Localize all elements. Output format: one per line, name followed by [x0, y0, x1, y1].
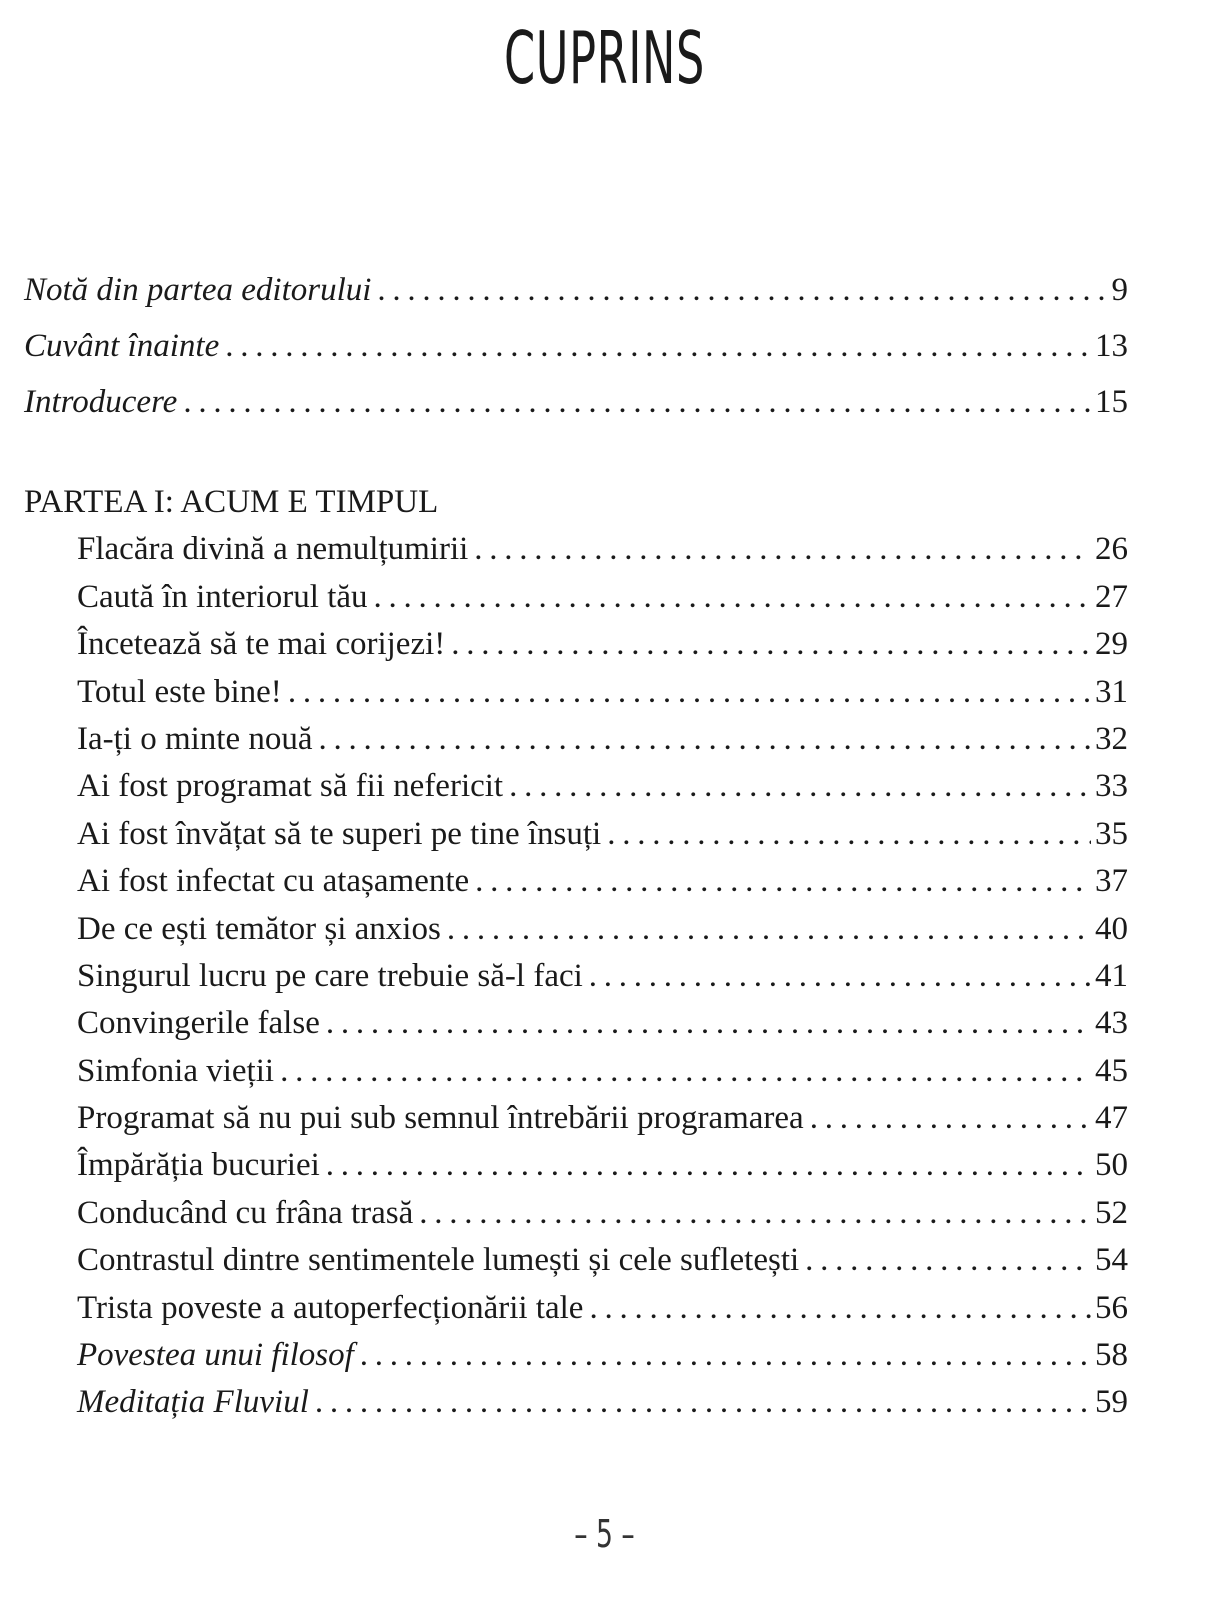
toc-entry-title: Cuvânt înainte: [24, 328, 220, 364]
toc-entry-page: 29: [1095, 626, 1128, 663]
dot-leader: [225, 318, 1091, 374]
toc-entry-title: Ai fost programat să fii nefericit: [77, 768, 504, 805]
toc-entry-page: 37: [1095, 863, 1128, 900]
toc-entry-title: De ce ești temător și anxios: [77, 910, 441, 947]
toc-entry-page: 15: [1095, 384, 1128, 420]
toc-entry-page: 45: [1095, 1052, 1128, 1089]
toc-entry-title: Programat să nu pui sub semnul întrebării programarea: [77, 1100, 804, 1137]
dot-leader: [451, 621, 1091, 668]
dot-leader: [607, 811, 1091, 858]
toc-entry-page: 50: [1095, 1147, 1128, 1184]
dot-leader: [315, 1379, 1091, 1426]
dot-leader: [377, 262, 1107, 318]
dot-leader: [474, 526, 1091, 573]
toc-entry-page: 35: [1095, 815, 1128, 852]
toc-entry: [24, 1190, 1128, 1237]
toc-entry-page: 56: [1095, 1289, 1128, 1326]
toc-entry: [24, 906, 1128, 953]
toc-entry-title: Introducere: [24, 384, 178, 420]
part-heading: PARTEA I: ACUM E TIMPUL: [24, 484, 439, 520]
toc-entry-title: Singurul lucru pe care trebuie să-l faci: [77, 957, 583, 994]
toc-entry-title: Notă din partea editorului: [24, 272, 372, 308]
dot-leader: [447, 906, 1091, 953]
toc-entry: [24, 716, 1128, 763]
toc-entry: [24, 1095, 1128, 1142]
dot-leader: [419, 1190, 1091, 1237]
dot-leader: [509, 763, 1091, 810]
toc-entry: [24, 858, 1128, 905]
front-matter-list: [24, 262, 1128, 430]
table-of-contents: [24, 262, 1128, 1427]
toc-entry-title: Simfonia vieții: [77, 1052, 275, 1089]
toc-entry-page: 52: [1095, 1194, 1128, 1231]
toc-entry-title: Totul este bine!: [77, 673, 282, 710]
toc-entry: [24, 1237, 1128, 1284]
toc-entry: [24, 811, 1128, 858]
toc-entry-title: Ia-ți o minte nouă: [77, 720, 313, 757]
dot-leader: [319, 716, 1091, 763]
toc-entry-page: 58: [1095, 1337, 1128, 1374]
toc-entry-page: 59: [1095, 1384, 1128, 1421]
toc-entry: [24, 953, 1128, 1000]
toc-entry-page: 27: [1095, 578, 1128, 615]
toc-entry-page: 9: [1111, 272, 1128, 308]
toc-entry-title: Caută în interiorul tău: [77, 578, 368, 615]
toc-entry-title: Flacăra divină a nemulțumirii: [77, 531, 469, 568]
toc-entry: [24, 669, 1128, 716]
toc-entry: [24, 318, 1128, 374]
dot-leader: [810, 1095, 1091, 1142]
toc-entry: [24, 1000, 1128, 1047]
toc-entry-page: 31: [1095, 673, 1128, 710]
toc-entry: [24, 574, 1128, 621]
dot-leader: [183, 374, 1091, 430]
toc-entry-title: Încetează să te mai corijezi!: [77, 626, 446, 663]
toc-entry-title: Ai fost învățat să te superi pe tine însuți: [77, 815, 602, 852]
dot-leader: [360, 1332, 1091, 1379]
toc-entry: [24, 526, 1128, 573]
toc-entry-page: 41: [1095, 957, 1128, 994]
toc-entry-title: Trista poveste a autoperfecționării tale: [77, 1289, 584, 1326]
dot-leader: [326, 1142, 1091, 1189]
dot-leader: [475, 858, 1091, 905]
toc-entry-page: 26: [1095, 531, 1128, 568]
toc-entry: [24, 1142, 1128, 1189]
toc-entry: [24, 1048, 1128, 1095]
toc-entry: [24, 1332, 1128, 1379]
toc-entry-page: 32: [1095, 720, 1128, 757]
dot-leader: [805, 1237, 1091, 1284]
toc-entry: [24, 1285, 1128, 1332]
toc-entry-title: Povestea unui filosof: [77, 1337, 354, 1374]
toc-entry: [24, 374, 1128, 430]
page-title: CUPRINS: [503, 16, 706, 100]
dot-leader: [589, 953, 1091, 1000]
page-number: – 5 –: [574, 1512, 635, 1556]
toc-entry-page: 43: [1095, 1005, 1128, 1042]
dot-leader: [288, 669, 1091, 716]
toc-entry-title: Conducând cu frâna trasă: [77, 1194, 414, 1231]
toc-entry-title: Meditația Fluviul: [77, 1384, 309, 1421]
toc-entry-title: Împărăția bucuriei: [77, 1147, 320, 1184]
toc-entry-page: 40: [1095, 910, 1128, 947]
toc-entry: [24, 262, 1128, 318]
toc-entry-title: Contrastul dintre sentimentele lumești și cele sufletești: [77, 1242, 800, 1279]
part-entries-list: [24, 526, 1128, 1426]
toc-entry-page: 13: [1095, 328, 1128, 364]
toc-entry-page: 54: [1095, 1242, 1128, 1279]
toc-entry-page: 47: [1095, 1100, 1128, 1137]
dot-leader: [280, 1048, 1091, 1095]
dot-leader: [374, 574, 1091, 621]
toc-entry: [24, 621, 1128, 668]
toc-entry-title: Convingerile false: [77, 1005, 320, 1042]
dot-leader: [589, 1285, 1091, 1332]
toc-entry-page: 33: [1095, 768, 1128, 805]
toc-entry: [24, 1379, 1128, 1426]
toc-entry-title: Ai fost infectat cu atașamente: [77, 863, 470, 900]
dot-leader: [326, 1000, 1091, 1047]
toc-entry: [24, 763, 1128, 810]
